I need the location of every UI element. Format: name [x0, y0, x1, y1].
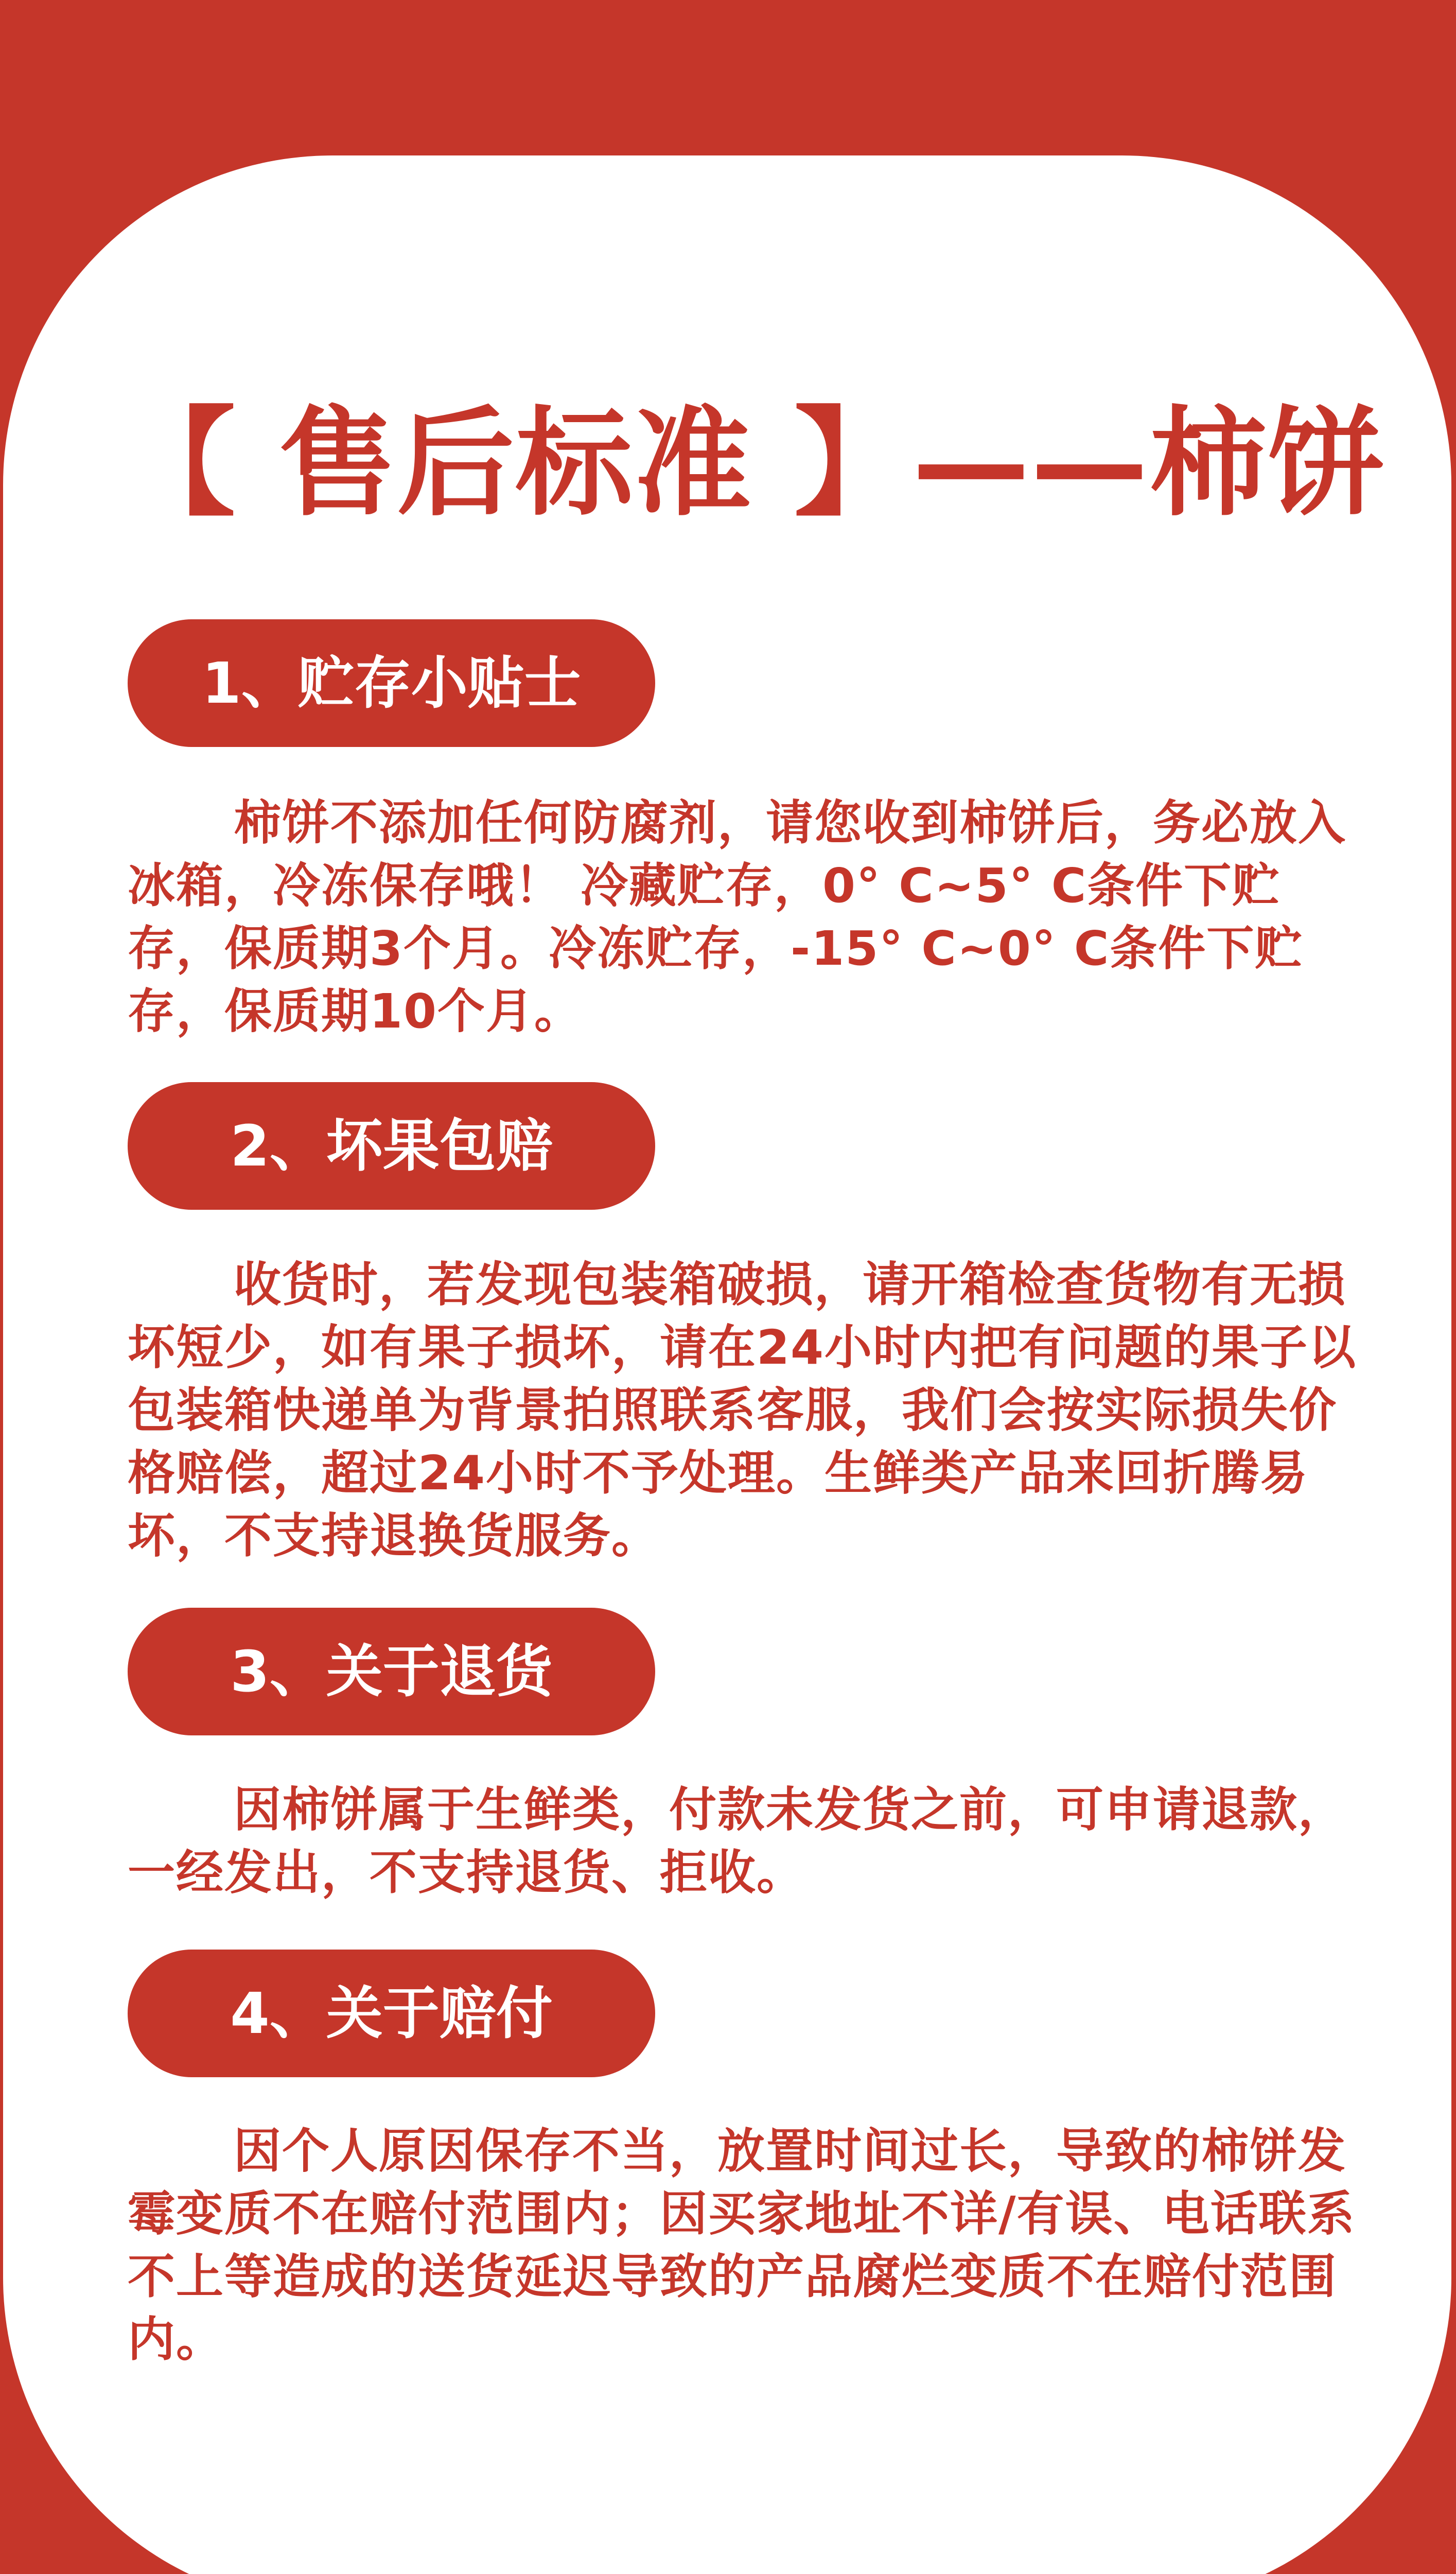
section-heading-storage-tips: 1、贮存小贴士 [128, 619, 655, 747]
section-body-storage-tips: 柿饼不添加任何防腐剂，请您收到柿饼后，务必放入冰箱，冷冻保存哦！ 冷藏贮存，0° C~5° C条件下贮存，保质期3个月。冷冻贮存，-15° C~0° C条件下贮存，保质期10个月。 [128, 795, 1347, 1039]
section-body-returns: 因柿饼属于生鲜类，付款未发货之前，可申请退款，一经发出，不支持退货、拒收。 [128, 1782, 1347, 1900]
section-body-bad-fruit-compensation: 收货时，若发现包装箱破损，请开箱检查货物有无损坏短少，如有果子损坏，请在24小时内把有问题的果子以包装箱快递单为背景拍照联系客服，我们会按实际损失价格赔偿，超过24小时不予处理。生鲜类产品来回折腾易坏，不支持退换货服务。 [128, 1257, 1357, 1563]
section-heading-returns: 3、关于退货 [128, 1608, 655, 1735]
page-title: 【 售后标准 】——柿饼 [118, 395, 1386, 532]
section-heading-bad-fruit-compensation: 2、坏果包赔 [128, 1082, 655, 1210]
section-heading-compensation: 4、关于赔付 [128, 1950, 655, 2077]
section-body-compensation: 因个人原因保存不当，放置时间过长，导致的柿饼发霉变质不在赔付范围内；因买家地址不详/有误、电话联系不上等造成的送货延迟导致的产品腐烂变质不在赔付范围内。 [128, 2124, 1356, 2367]
